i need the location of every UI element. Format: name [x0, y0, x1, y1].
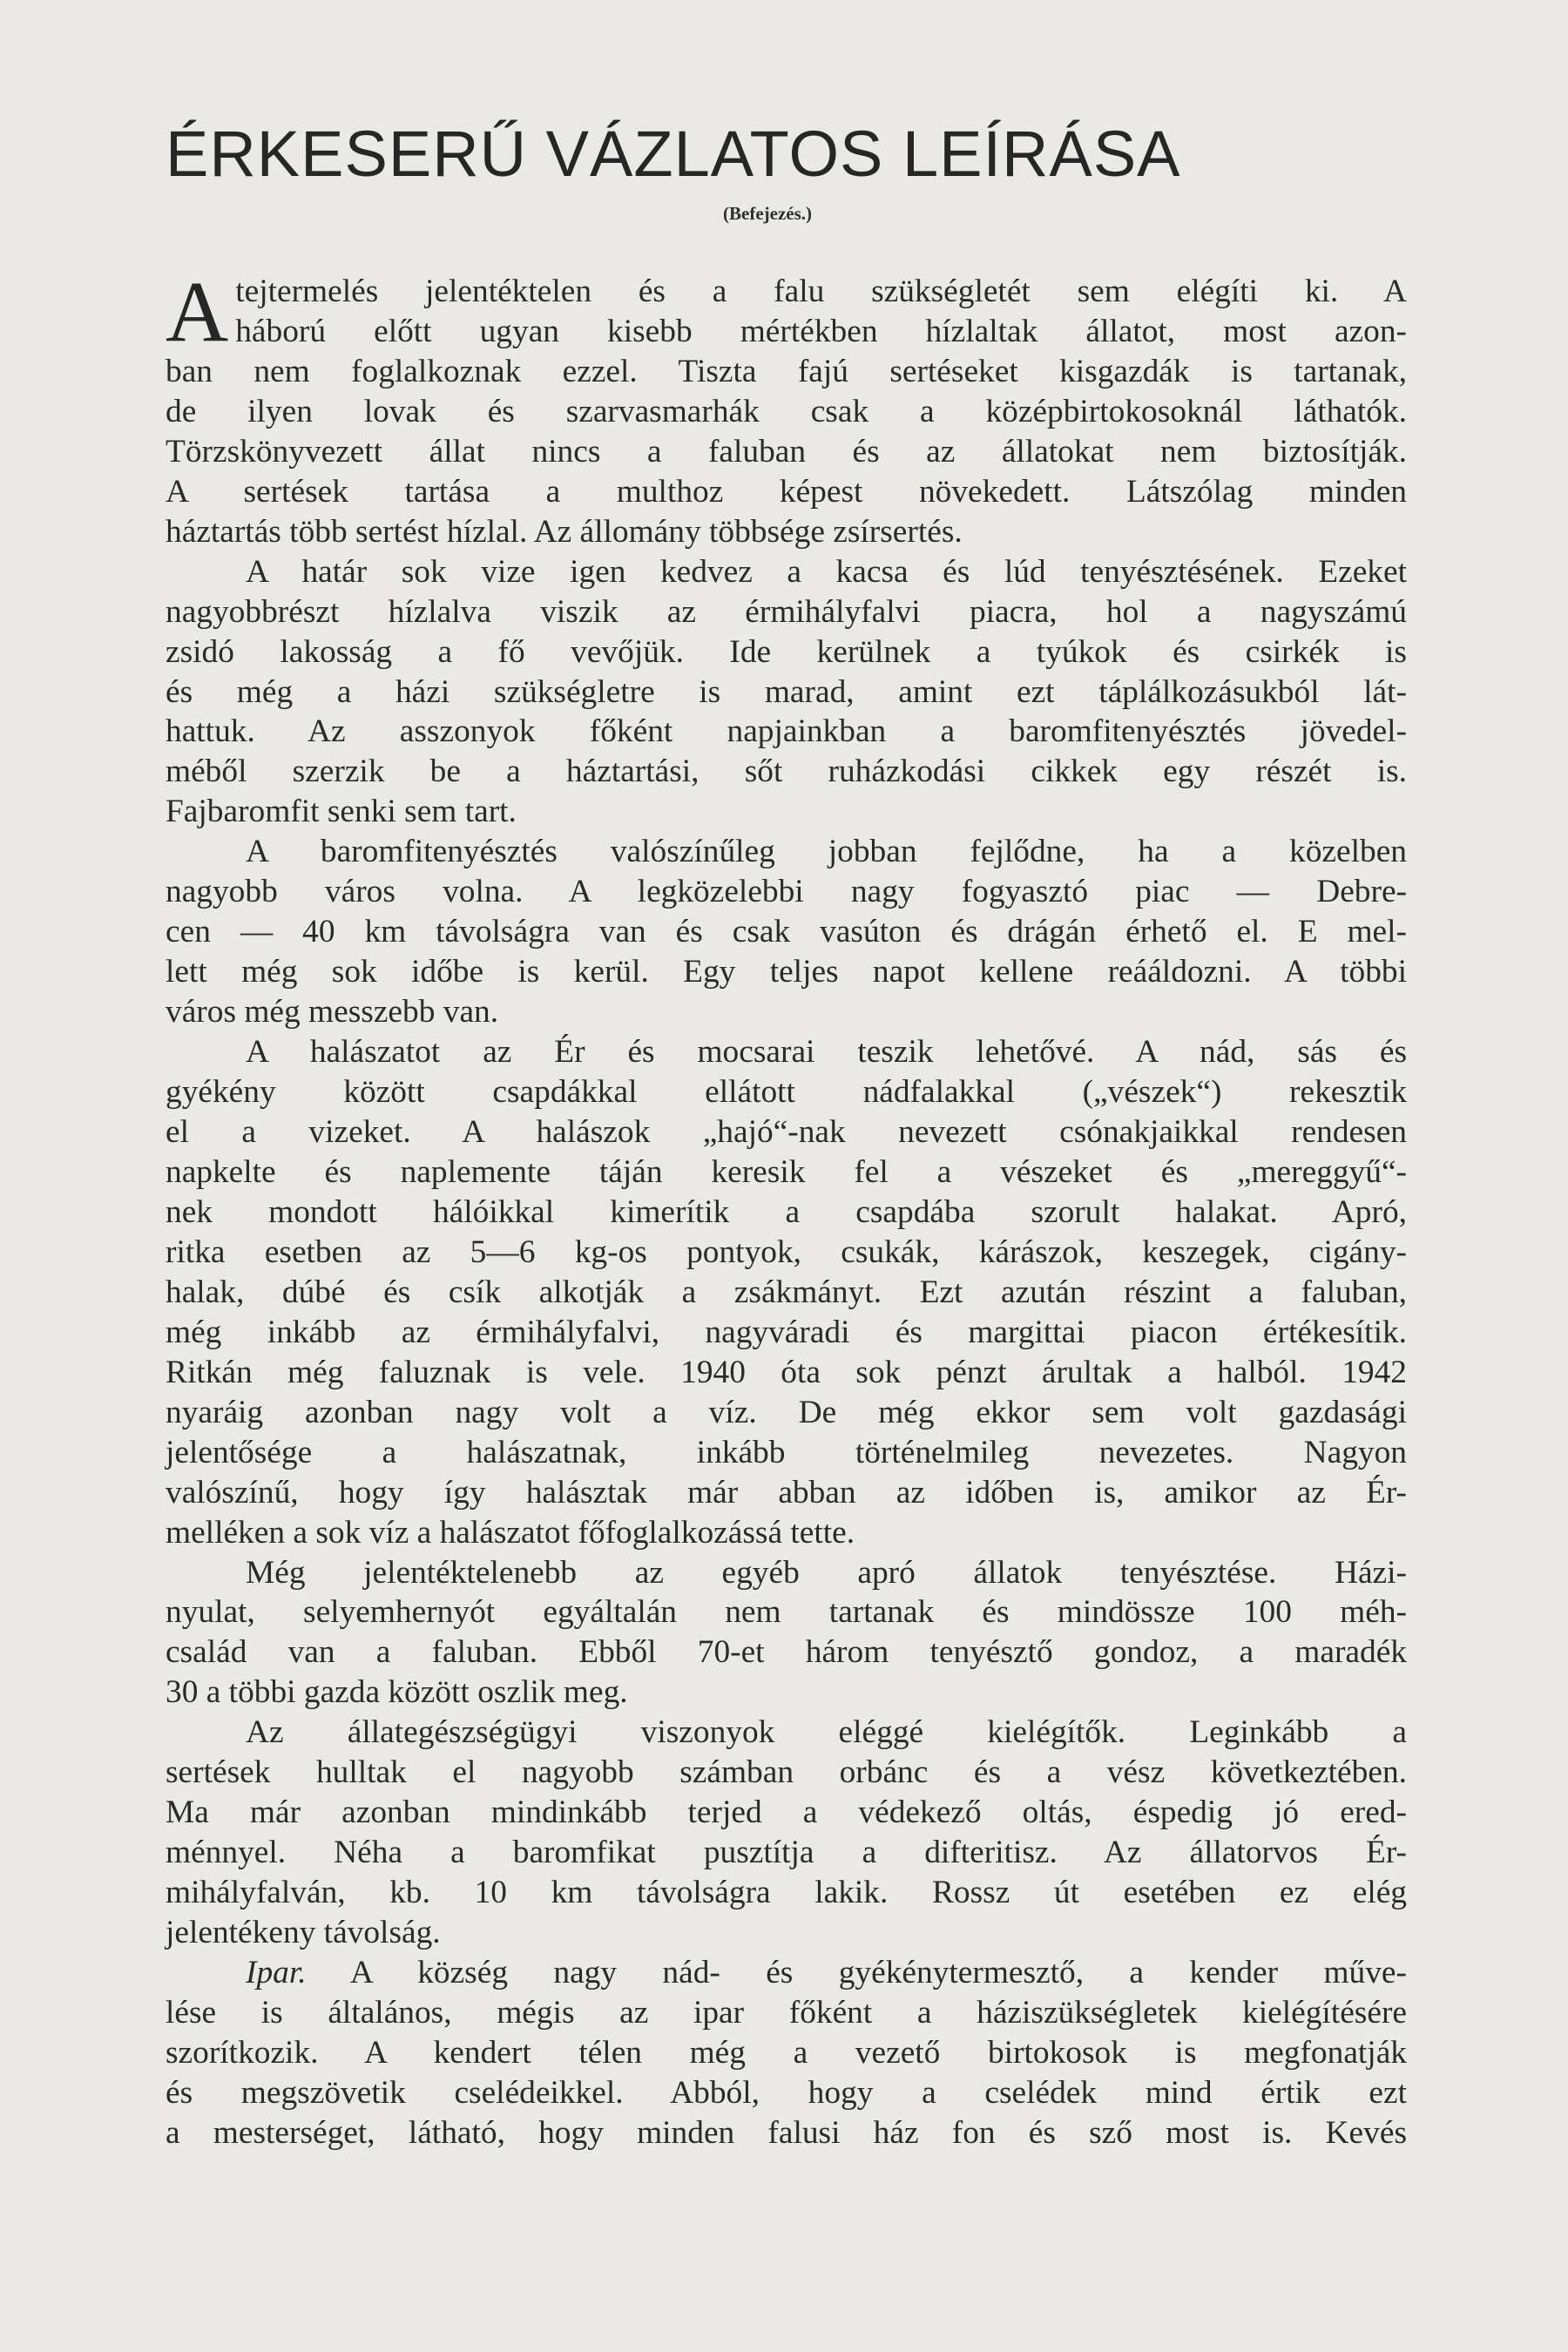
text-line: szorítkozik. A kendert télen még a vezető birtokosok is megfonatják — [166, 2034, 1407, 2071]
paragraph-6 — [166, 1713, 1407, 1953]
paragraph-1 — [166, 263, 1407, 552]
text-line: háború előtt ugyan kisebb mértékben hízlaltak állatot, most azon- — [235, 313, 1407, 349]
text-line: zsidó lakosság a fő vevőjük. Ide kerülnek a tyúkok és csirkék is — [166, 633, 1407, 670]
page-subtitle: (Befejezés.) — [723, 203, 813, 224]
text-line: nagyobb város volna. A legközelebbi nagy fogyasztó piac — Debre- — [166, 874, 1407, 910]
text-line: ritka esetben az 5—6 kg-os pontyok, csukák, kárászok, keszegek, cigány- — [166, 1233, 1407, 1270]
text-line: és még a házi szükségletre is marad, amint ezt táplálkozásukból lát- — [166, 673, 1407, 710]
text-line — [166, 1953, 1407, 1993]
text-line: és megszövetik cselédeikkel. Abból, hogy a cselédek mind értik ezt — [166, 2074, 1407, 2111]
text-line: jelentékeny távolság. — [166, 1915, 441, 1951]
text-line: tejtermelés jelentéktelen és a falu szükségletét sem elégíti ki. A — [235, 274, 1407, 309]
text-line: Ma már azonban mindinkább terjed a védekező oltás, éspedig jó ered- — [166, 1794, 1407, 1831]
text-line: Az állategészségügyi viszonyok eléggé kielégítők. Leginkább a — [246, 1714, 1407, 1751]
text-line: ban nem foglalkoznak ezzel. Tiszta fajú sertéseket kisgazdák is tartanak, — [166, 353, 1407, 389]
text-line: melléken a sok víz a halászatot főfoglalkozássá tette. — [166, 1514, 855, 1551]
text-line: sertések hulltak el nagyobb számban orbánc és a vész következtében. — [166, 1754, 1407, 1791]
text-line: A sertések tartása a multhoz képest növekedett. Látszólag minden — [166, 473, 1407, 510]
text-line: valószínű, hogy így halásztak már abban az időben is, amikor az Ér- — [166, 1474, 1407, 1511]
text-line: család van a faluban. Ebből 70-et három tenyésztő gondoz, a maradék — [166, 1634, 1407, 1671]
text-line: el a vizeket. A halászok „hajó“-nak nevezett csónakjaikkal rendesen — [166, 1114, 1407, 1151]
paragraph-5 — [166, 1553, 1407, 1713]
paragraph-3 — [166, 832, 1407, 1032]
text-line: lése is általános, mégis az ipar főként a háziszükségletek kielégítésére — [166, 1994, 1407, 2031]
text-line: cen — 40 km távolságra van és csak vasúton és drágán érhető el. E mel- — [166, 914, 1407, 950]
text-line: nyulat, selyemhernyót egyáltalán nem tartanak és mindössze 100 méh- — [166, 1594, 1407, 1631]
text-line: mihályfalván, kb. 10 km távolságra lakik. Rossz út esetében ez elég — [166, 1875, 1407, 1911]
page-title: ÉRKESERŰ VÁZLATOS LEÍRÁSA — [166, 118, 1181, 190]
text-line: napkelte és naplemente táján keresik fel a vészeket és „mereggyű“- — [166, 1153, 1407, 1190]
text-line: Fajbaromfit senki sem tart. — [166, 794, 517, 830]
text-line: Még jelentéktelenebb az egyéb apró állatok tenyésztése. Házi- — [246, 1554, 1407, 1591]
text-line: háztartás több sertést hízlal. Az állomány többsége zsírsertés. — [166, 513, 963, 550]
paragraph-7 — [166, 1953, 1407, 2153]
text-line: A baromfitenyésztés valószínűleg jobban fejlődne, ha a közelben — [246, 834, 1407, 870]
text-fragment: A község nagy nád- és gyékénytermesztő, a kender műve- — [349, 1955, 1407, 1991]
text-line: lett még sok időbe is kerül. Egy teljes napot kellene reááldozni. A többi — [166, 954, 1407, 990]
text-line: nek mondott hálóikkal kimerítik a csapdába szorult halakat. Apró, — [166, 1193, 1407, 1230]
text-line: város még messzebb van. — [166, 994, 499, 1031]
text-line: méből szerzik be a háztartási, sőt ruházkodási cikkek egy részét is. — [166, 754, 1407, 790]
paragraph-2 — [166, 552, 1407, 833]
text-line: nagyobbrészt hízlalva viszik az érmihályfalvi piacra, hol a nagyszámú — [166, 593, 1407, 630]
text-line: A határ sok vize igen kedvez a kacsa és lúd tenyésztésének. Ezeket — [246, 553, 1407, 590]
text-line: halak, dúbé és csík alkotják a zsákmányt. Ezt azután részint a faluban, — [166, 1274, 1407, 1310]
text-line: ménnyel. Néha a baromfikat pusztítja a difteritisz. Az állatorvos Ér- — [166, 1835, 1407, 1871]
text-line: a mesterséget, látható, hogy minden falusi ház fon és sző most is. Kevés — [166, 2114, 1407, 2151]
text-line: de ilyen lovak és szarvasmarhák csak a középbirtokosoknál láthatók. — [166, 393, 1407, 429]
article-body — [166, 263, 1407, 2153]
text-line: hattuk. Az asszonyok főként napjainkban a baromfitenyésztés jövedel- — [166, 713, 1407, 750]
text-line: Ritkán még faluznak is vele. 1940 óta sok pénzt árultak a halból. 1942 — [166, 1354, 1407, 1390]
text-line: 30 a többi gazda között oszlik meg. — [166, 1674, 628, 1711]
text-line: nyaráig azonban nagy volt a víz. De még ekkor sem volt gazdasági — [166, 1394, 1407, 1430]
text-line: A halászatot az Ér és mocsarai teszik lehetővé. A nád, sás és — [246, 1034, 1407, 1071]
section-lead-ipar: Ipar. — [246, 1955, 307, 1991]
paragraph-4 — [166, 1032, 1407, 1552]
text-line: gyékény között csapdákkal ellátott nádfalakkal („vészek“) rekesztik — [166, 1074, 1407, 1111]
text-line: még inkább az érmihályfalvi, nagyváradi és margittai piacon értékesítik. — [166, 1314, 1407, 1350]
text-line: Törzskönyvezett állat nincs a faluban és az állatokat nem biztosítják. — [166, 433, 1407, 470]
text-line: jelentősége a halászatnak, inkább történelmileg nevezetes. Nagyon — [166, 1434, 1407, 1470]
drop-cap: A — [166, 263, 229, 360]
